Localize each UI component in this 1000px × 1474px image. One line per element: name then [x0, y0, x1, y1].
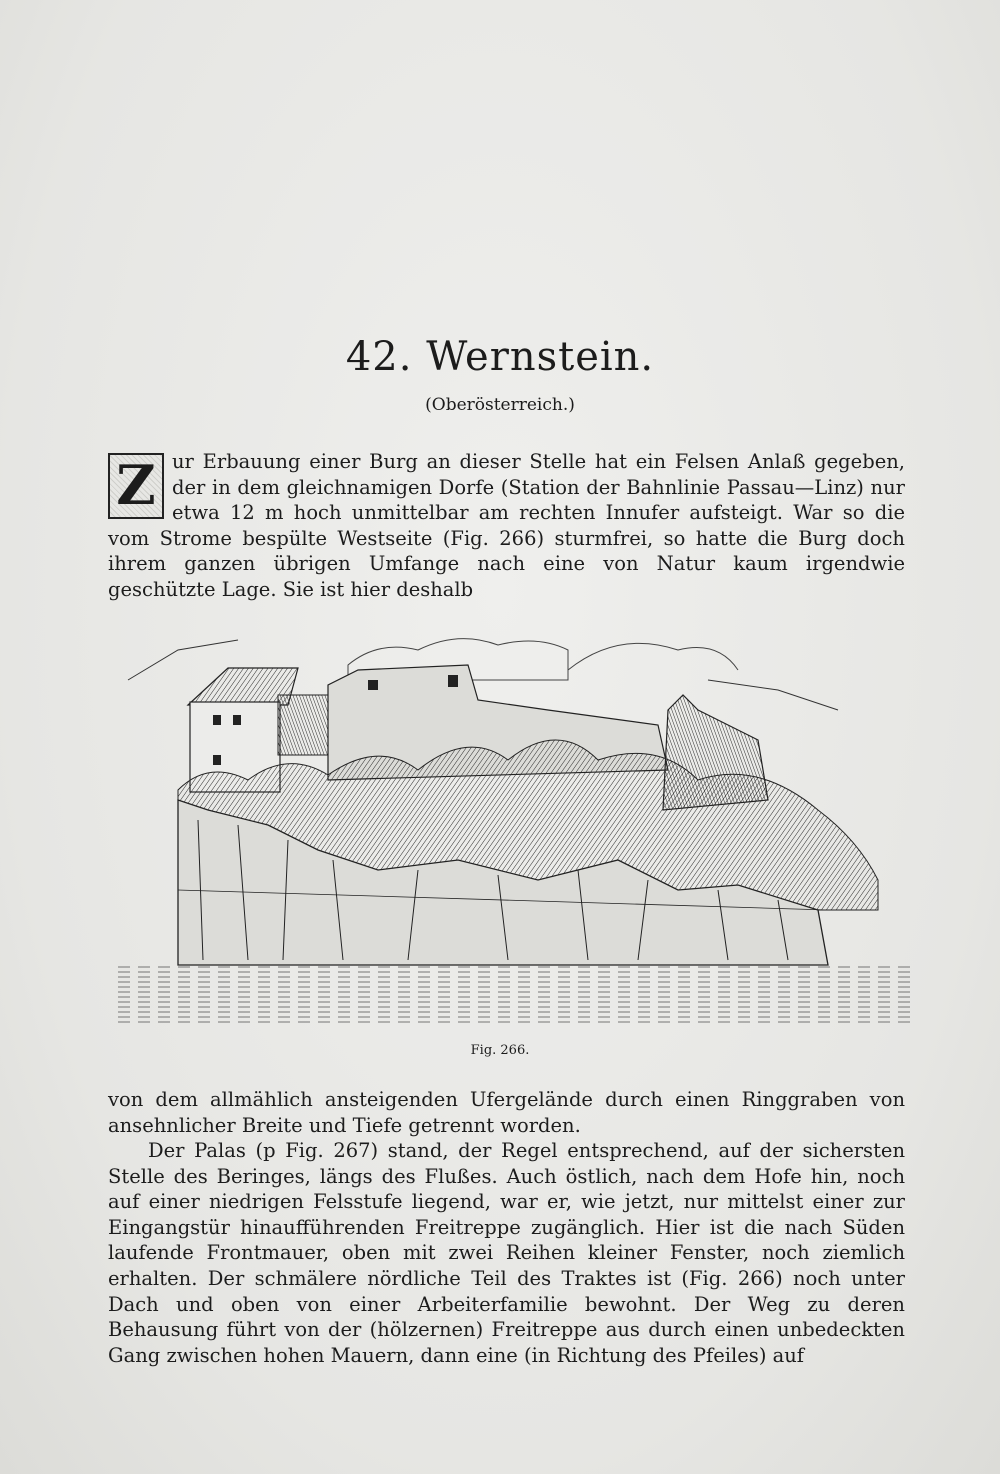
intro-paragraph: [108, 449, 905, 603]
palas-paragraph: Der Palas (p Fig. 267) stand, der Regel entsprechend, auf der sichersten Stelle des Beringes, längs des Flußes. Auch östlich, nach dem Hofe hin, noch auf einer niedrigen Felsstufe liegend, war er, wie jetzt, nur mittelst einer zur Eingangstür hinaufführenden Freitreppe zugänglich. Hier ist die nach Süden laufende Frontmauer, oben mit zwei Reihen kleiner Fenster, noch ziemlich erhalten. Der schmälere nördliche Teil des Traktes ist (Fig. 266) noch unter Dach und oben von einer Arbeiterfamilie bewohnt. Der Weg zu deren Behausung führt von der (hölzernen) Freitreppe aus durch einen unbedeckten Gang zwischen hohen Mauern, dann eine (in Richtung des Pfeiles) auf: [108, 1139, 905, 1367]
continuation-paragraph: von dem allmählich ansteigenden Ufergelände durch einen Ringgraben von ansehnlicher Breite und Tiefe getrennt worden.: [108, 1088, 905, 1137]
chapter-subtitle: (Oberösterreich.): [425, 395, 575, 415]
decorated-initial: Z: [108, 453, 164, 519]
castle-illustration: [118, 610, 910, 1040]
figure-caption: Fig. 266.: [470, 1043, 530, 1058]
chapter-title: 42. Wernstein.: [345, 334, 655, 380]
intro-paragraph-text: ur Erbauung einer Burg an dieser Stelle hat ein Felsen Anlaß gegeben, der in dem gleichnamigen Dorfe (Station der Bahnlinie Passau—Linz) nur etwa 12 m hoch unmittelbar am rechten Innufer aufsteigt. War so die vom Strome bespülte Westseite (Fig. 266) sturmfrei, so hatte die Burg doch ihrem ganzen übrigen Umfange nach eine von Natur kaum irgendwie geschützte Lage. Sie ist hier deshalb: [108, 450, 905, 601]
